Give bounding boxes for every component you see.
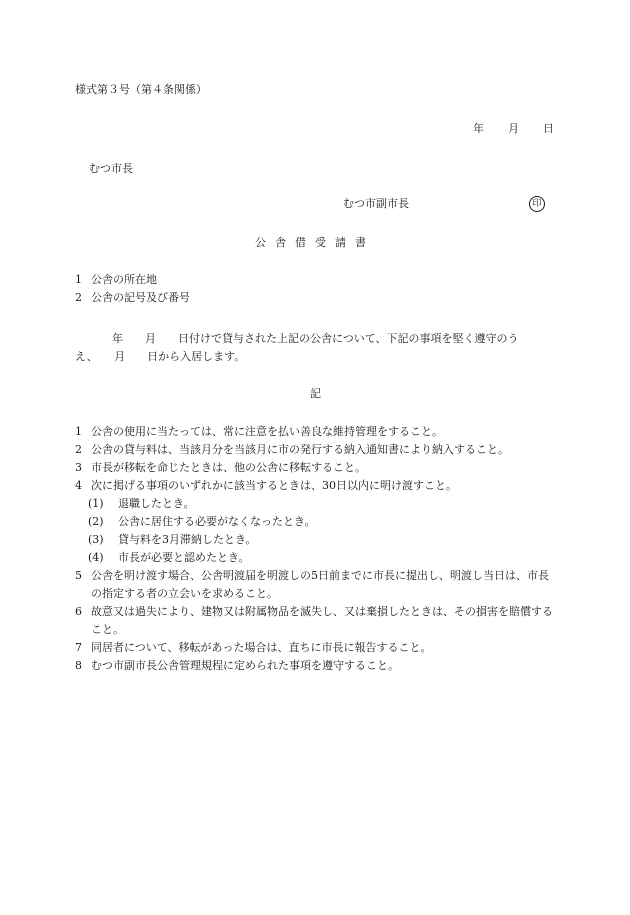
condition-subitem: (4) 市長が必要と認めたとき。 — [88, 551, 250, 564]
field-location: 1 公舎の所在地 — [75, 273, 157, 286]
condition-item: 8 むつ市副市長公舎管理規程に定められた事項を遵守すること。 — [75, 659, 399, 672]
date-day-label: 日 — [543, 122, 554, 135]
intro-line-1: 年 月 日付けで貸与された上記の公舎について、下記の事項を堅く遵守のう — [112, 332, 519, 345]
condition-subitem: (1) 退職したとき。 — [88, 497, 195, 510]
seal-mark: 印 — [529, 196, 545, 212]
intro-paragraph — [75, 330, 555, 366]
conditions-list — [75, 423, 555, 675]
condition-item: 6 故意又は過失により、建物又は附属物品を滅失し、又は棄損したときは、その損害を賠償すること。 — [75, 605, 553, 636]
condition-item: 2 公舎の貸与料は、当該月分を当該月に市の発行する納入通知書により納入すること。 — [75, 443, 509, 456]
condition-subitem: (3) 貸与料を3月滞納したとき。 — [88, 533, 257, 546]
condition-item: 4 次に掲げる事項のいずれかに該当するときは、30日以内に明け渡すこと。 — [75, 479, 457, 492]
date-line — [473, 120, 554, 138]
condition-item: 3 市長が移転を命じたときは、他の公舎に移転すること。 — [75, 461, 366, 474]
field-list — [75, 271, 555, 307]
condition-subitem: (2) 公舎に居住する必要がなくなったとき。 — [88, 515, 316, 528]
applicant-name: むつ市副市長 — [343, 197, 409, 210]
addressee: むつ市長 — [89, 162, 133, 175]
condition-item: 5 公舎を明け渡す場合、公舎明渡届を明渡しの5日前までに市長に提出し、明渡し当日は、市長の指定する者の立会いを求めること。 — [75, 569, 549, 600]
condition-item: 1 公舎の使用に当たっては、常に注意を払い善良な維持管理をすること。 — [75, 425, 443, 438]
field-number: 2 公舎の記号及び番号 — [75, 291, 190, 304]
ki-heading: 記 — [310, 387, 321, 400]
document-title: 公舎借受請書 — [255, 236, 375, 249]
form-number: 様式第３号（第４条関係） — [75, 83, 207, 96]
condition-item: 7 同居者について、移転があった場合は、直ちに市長に報告すること。 — [75, 641, 432, 654]
date-year-label: 年 — [473, 122, 484, 135]
date-month-label: 月 — [508, 122, 519, 135]
intro-line-2: え、 月 日から入居します。 — [75, 350, 246, 363]
